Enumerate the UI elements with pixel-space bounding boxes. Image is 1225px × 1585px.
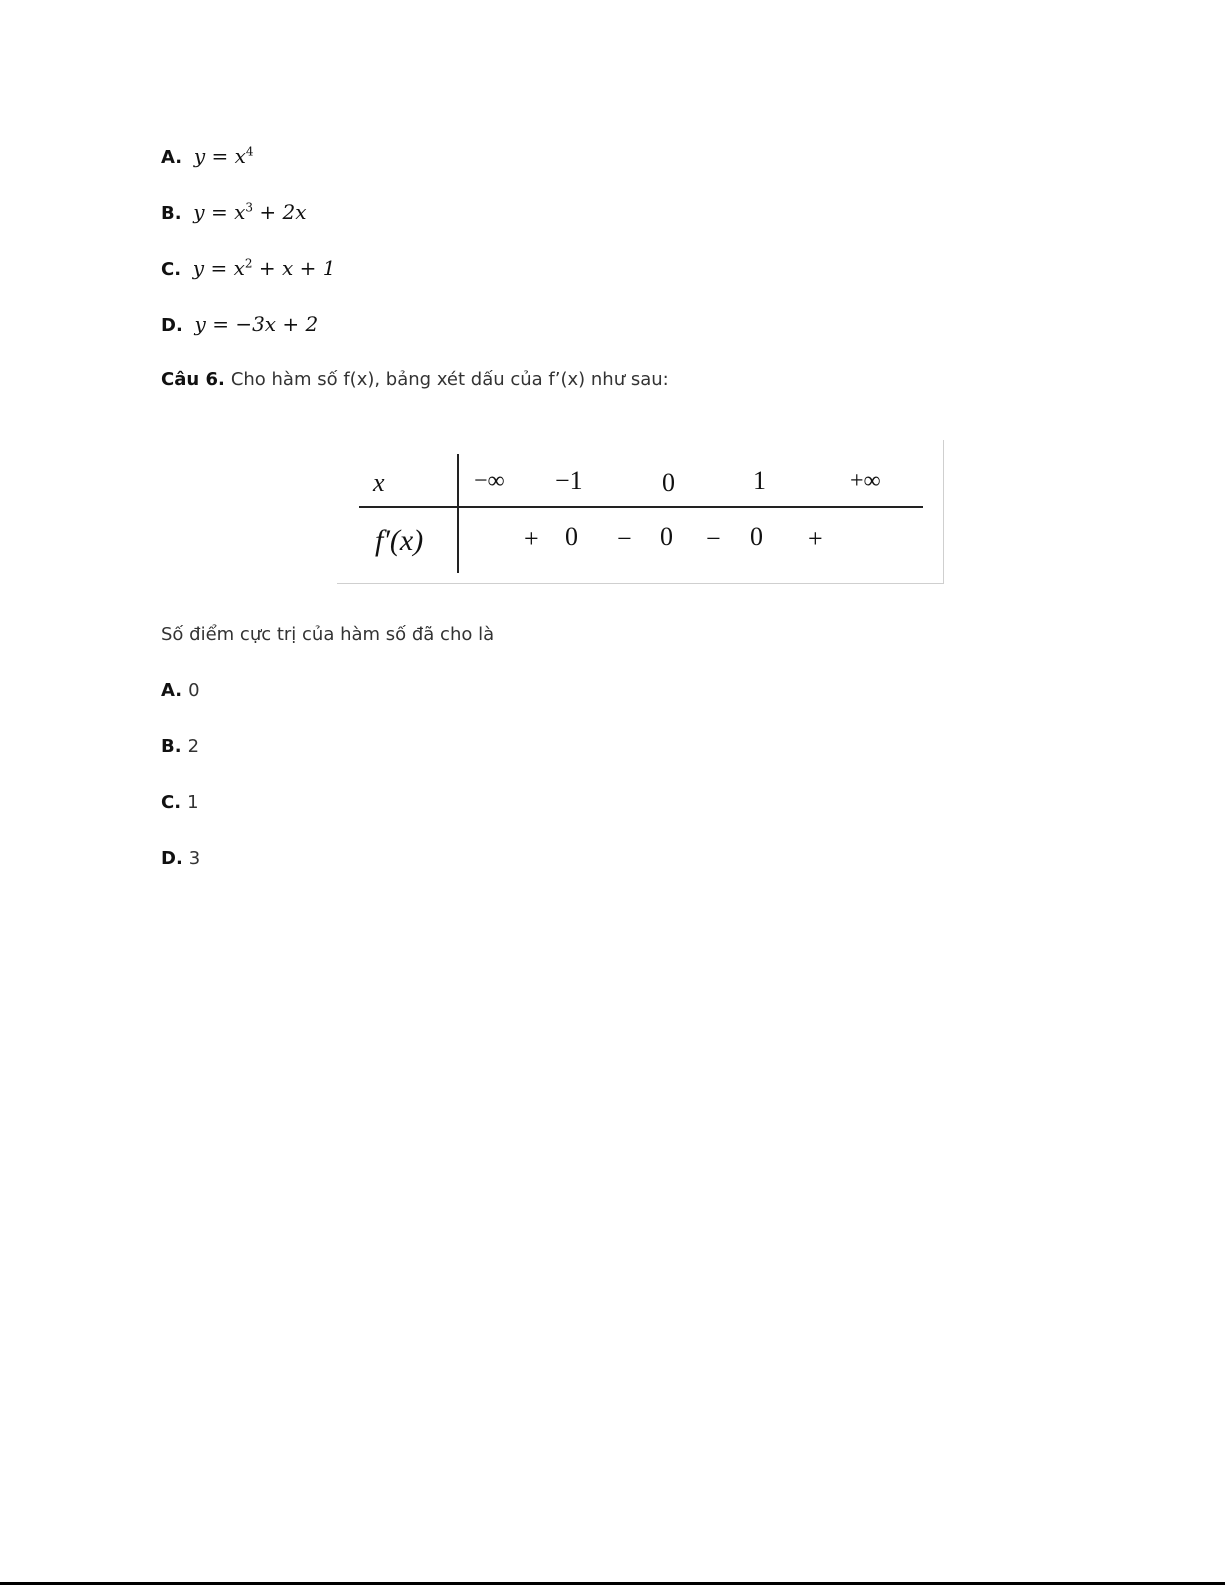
- sign-zero-3: 0: [750, 522, 763, 551]
- option-label: A.: [161, 147, 183, 168]
- option-label: C.: [161, 259, 182, 280]
- option-label: C.: [161, 792, 182, 813]
- option-math: $y = x^3 + 2x$: [193, 200, 307, 224]
- option-value: 2: [187, 736, 200, 757]
- q5-option-b: [161, 200, 307, 226]
- q5-option-c: [161, 256, 335, 282]
- question-6-question: Số điểm cực trị của hàm số đã cho là: [161, 624, 495, 645]
- option-value: 3: [188, 848, 201, 869]
- sign-table: [337, 440, 944, 584]
- q6-option-b: [161, 735, 199, 759]
- option-math: y = −3x + 2: [194, 312, 319, 336]
- sign-2: −: [617, 524, 632, 553]
- option-label: A.: [161, 680, 183, 701]
- q6-option-d: [161, 847, 200, 871]
- option-math: $y = x^2 + x + 1$: [192, 256, 336, 280]
- x-value-0: 0: [662, 468, 675, 497]
- sign-zero-2: 0: [660, 522, 673, 551]
- x-value-pos-inf: +∞: [850, 468, 881, 494]
- table-vertical-line: [457, 454, 459, 573]
- sign-zero-1: 0: [565, 522, 578, 551]
- q6-option-a: [161, 679, 200, 703]
- x-value-neg-inf: −∞: [474, 468, 505, 494]
- row-fprime-label: f′(x): [375, 524, 424, 557]
- option-label: D.: [161, 315, 183, 336]
- question-6-prompt: [161, 368, 669, 392]
- option-label: B.: [161, 203, 182, 224]
- option-value: 0: [188, 680, 200, 701]
- table-horizontal-line: [359, 506, 923, 508]
- x-value-1: 1: [753, 466, 766, 495]
- x-value-neg-1: −1: [555, 466, 583, 495]
- option-label: B.: [161, 736, 182, 757]
- option-math: $y = x^4$: [193, 144, 254, 168]
- sign-1: +: [524, 524, 539, 553]
- row-x-label: x: [373, 468, 385, 497]
- q6-option-c: [161, 791, 199, 815]
- q5-option-a: [161, 144, 254, 170]
- sign-3: −: [706, 524, 721, 553]
- option-label: D.: [161, 848, 183, 869]
- question-6-text: Cho hàm số f(x), bảng xét dấu của f’(x) như sau:: [230, 369, 669, 390]
- q5-option-d: [161, 312, 318, 338]
- sign-4: +: [808, 524, 823, 553]
- option-value: 1: [187, 792, 199, 813]
- question-6-title: Câu 6.: [161, 369, 225, 390]
